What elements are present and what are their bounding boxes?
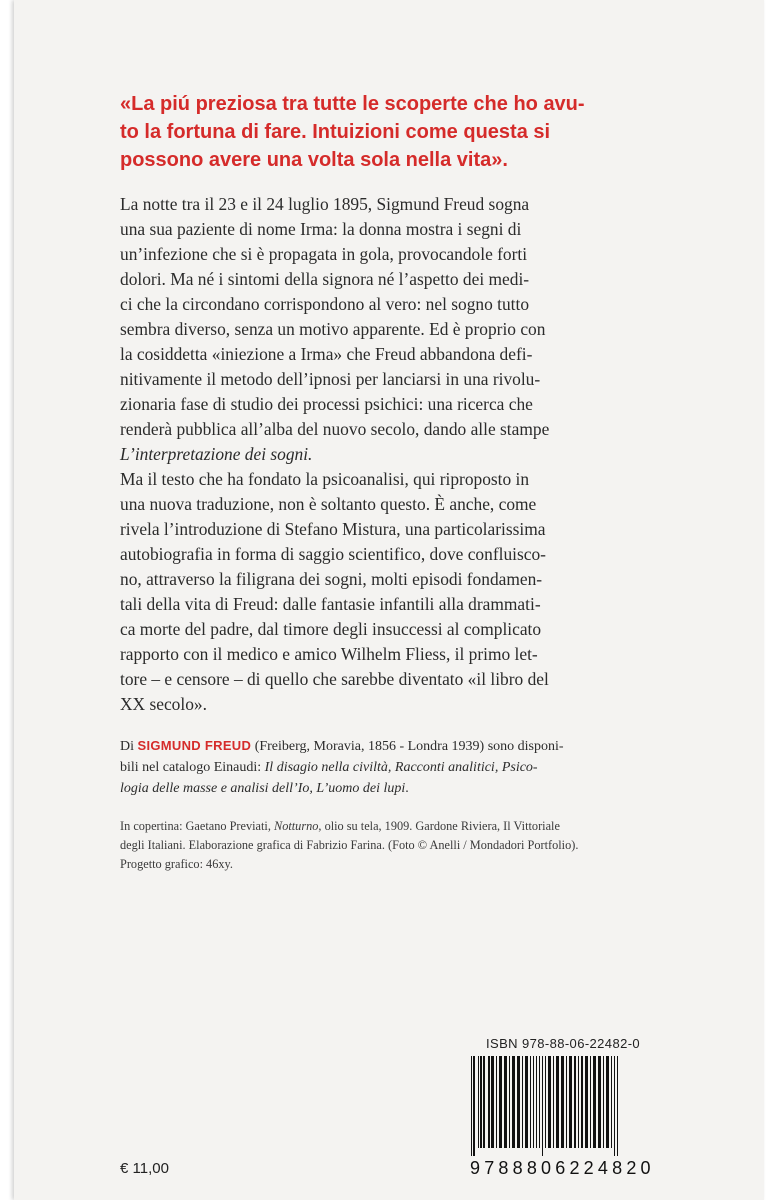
blurb-line: sembra diverso, senza un motivo apparente. Ed è proprio con: [120, 319, 546, 339]
blurb-line: ca morte del padre, dal timore degli insuccessi al complicato: [120, 619, 542, 639]
barcode-bar: [478, 1056, 479, 1148]
barcode-bar: [578, 1056, 579, 1148]
barcode-bar: [561, 1056, 564, 1148]
catalog-titles: Il disagio nella civiltà, Racconti analitici, Psico-: [264, 760, 538, 775]
barcode-bar: [488, 1056, 490, 1148]
blurb-line: Ma il testo che ha fondato la psicoanalisi, qui riproposto in: [120, 469, 530, 489]
author-prefix: Di: [120, 739, 138, 754]
author-dates: (Freiberg, Moravia, 1856 - Londra 1939) sono disponi-: [251, 739, 564, 754]
barcode-bar: [536, 1056, 537, 1148]
quote-line: «La piú preziosa tra tutte le scoperte che ho avu-: [120, 93, 585, 115]
barcode-bar: [614, 1056, 615, 1156]
blurb-line: autobiografia in forma di saggio scientifico, dove confluisco-: [120, 544, 546, 564]
author-bio-line: [120, 757, 690, 778]
blurb-line: tali della vita di Freud: dalle fantasie infantili alla drammati-: [120, 594, 541, 614]
catalog-titles: logia delle masse e analisi dell’Io, L’uomo dei lupi: [120, 781, 406, 796]
blurb-line: rapporto con il medico e amico Wilhelm Fliess, il primo let-: [120, 644, 538, 664]
credits-text: , olio su tela, 1909. Gardone Riviera, Il Vittoriale: [318, 819, 560, 833]
barcode-bar: [480, 1056, 482, 1148]
book-title-line: L’interpretazione dei sogni.: [120, 444, 313, 464]
barcode-bar: [545, 1056, 546, 1148]
blurb-text: [120, 192, 680, 717]
quote-line: to la fortuna di fare. Intuizioni come questa si: [120, 121, 551, 143]
barcode-digits: 9788806224820: [470, 1158, 655, 1178]
author-bio: [120, 735, 690, 799]
credits-line: [120, 817, 690, 836]
blurb-line: tore – e censore – di quello che sarebbe diventato «il libro del: [120, 669, 549, 689]
book-back-cover: [14, 0, 764, 1200]
barcode-bar: [593, 1056, 596, 1148]
barcode-bar: [598, 1056, 601, 1148]
barcode-bar: [611, 1056, 612, 1148]
barcode-bar: [574, 1056, 576, 1148]
barcode-bar: [566, 1056, 567, 1148]
barcode-bar: [556, 1056, 559, 1148]
barcode-bar: [483, 1056, 485, 1148]
barcode-bar: [569, 1056, 572, 1148]
blurb-line: nitivamente il metodo dell’ipnosi per lanciarsi in una rivolu-: [120, 369, 541, 389]
catalog-end: .: [405, 781, 409, 796]
barcode-bar: [617, 1056, 618, 1156]
blurb-line: una sua paziente di nome Irma: la donna mostra i segni di: [120, 219, 522, 239]
barcode-bar: [539, 1056, 540, 1148]
barcode-bar: [581, 1056, 583, 1148]
barcode-bar: [530, 1056, 531, 1148]
blurb-line: zionaria fase di studio dei processi psichici: una ricerca che: [120, 394, 533, 414]
barcode-bar: [499, 1056, 502, 1148]
barcode: [467, 1056, 667, 1156]
barcode-bar: [471, 1056, 472, 1156]
author-bio-line: [120, 778, 690, 799]
quote-line: possono avere una volta sola nella vita».: [120, 149, 508, 171]
artwork-title: Notturno: [274, 819, 319, 833]
blurb-line: XX secolo».: [120, 694, 207, 714]
credits-line: Progetto grafico: 46xy.: [120, 857, 233, 871]
barcode-bar: [512, 1056, 515, 1148]
barcode-bar: [585, 1056, 588, 1148]
credits-line: degli Italiani. Elaborazione grafica di Fabrizio Farina. (Foto © Anelli / Mondadori Portfolio).: [120, 838, 579, 852]
blurb-line: un’infezione che si è propagata in gola, provocandole forti: [120, 244, 528, 264]
barcode-bar: [525, 1056, 528, 1148]
barcode-bar: [496, 1056, 497, 1148]
blurb-line: dolori. Ma né i sintomi della signora né l’aspetto dei medi-: [120, 269, 530, 289]
pull-quote: [120, 90, 680, 174]
barcode-bar: [553, 1056, 554, 1148]
blurb-line: ci che la circondano corrispondono al vero: nel sogno tutto: [120, 294, 530, 314]
barcode-bar: [590, 1056, 591, 1148]
cover-credits: [120, 817, 690, 874]
catalog-intro: bili nel catalogo Einaudi:: [120, 760, 265, 775]
barcode-bar: [606, 1056, 609, 1148]
credits-text: In copertina: Gaetano Previati,: [120, 819, 274, 833]
barcode-bar: [603, 1056, 604, 1148]
barcode-bar: [542, 1056, 543, 1156]
blurb-line: una nuova traduzione, non è soltanto questo. È anche, come: [120, 494, 537, 514]
author-name: SIGMUND FREUD: [137, 738, 252, 753]
author-bio-line: [120, 735, 690, 757]
blurb-line: no, attraverso la filigrana dei sogni, molti episodi fondamen-: [120, 569, 543, 589]
blurb-line: La notte tra il 23 e il 24 luglio 1895, Sigmund Freud sogna: [120, 194, 530, 214]
barcode-bar: [517, 1056, 520, 1148]
barcode-bar: [548, 1056, 551, 1148]
barcode-bar: [509, 1056, 510, 1148]
price: € 11,00: [120, 1160, 169, 1177]
barcode-bar: [504, 1056, 507, 1148]
barcode-bar: [533, 1056, 534, 1148]
barcode-bar: [522, 1056, 523, 1148]
isbn-label: ISBN 978-88-06-22482-0: [486, 1036, 641, 1051]
blurb-line: rivela l’introduzione di Stefano Mistura, una particolarissima: [120, 519, 546, 539]
blurb-line: renderà pubblica all’alba del nuovo secolo, dando alle stampe: [120, 419, 550, 439]
blurb-line: la cosiddetta «iniezione a Irma» che Freud abbandona defi-: [120, 344, 533, 364]
barcode-bar: [491, 1056, 494, 1148]
barcode-bar: [473, 1056, 475, 1156]
